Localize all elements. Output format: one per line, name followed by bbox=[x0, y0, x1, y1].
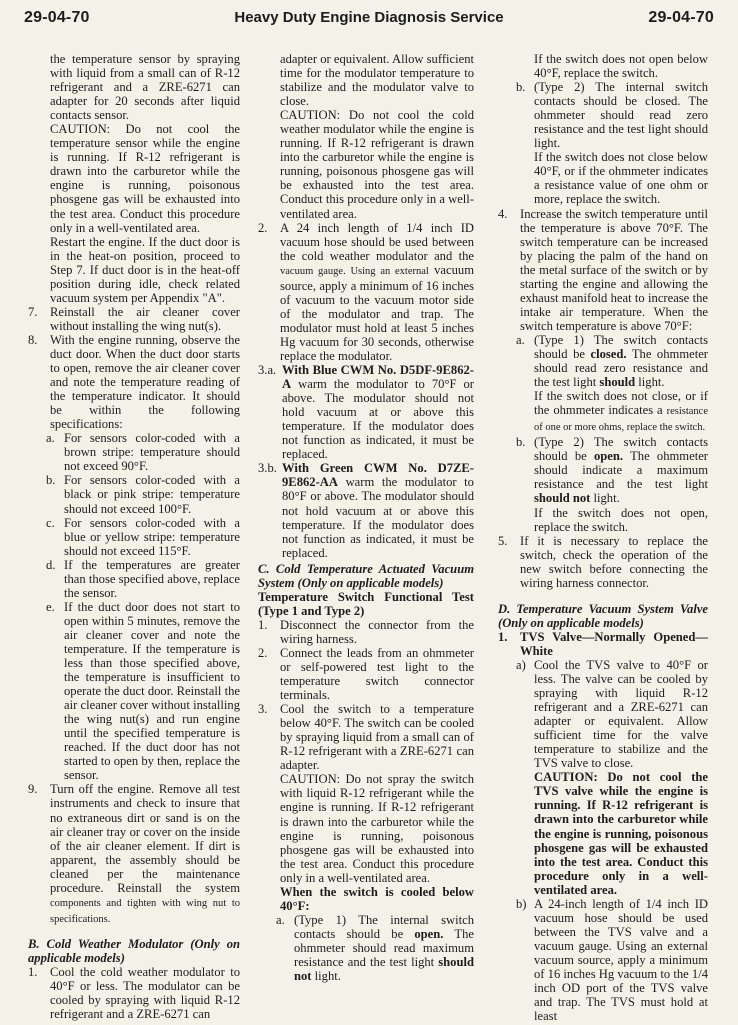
step-text-small: components and tighten with wing nut to specifications. bbox=[50, 897, 240, 925]
emphasis: open. bbox=[594, 449, 624, 464]
substep-label: b) bbox=[516, 896, 527, 911]
step-text: Increase the switch temperature until the temperature is above 70°F. The switch temperature can be increased by placing the palm of the hand on the metal surface of the switch or by starting the engine and allowing the exhaust manifold heat to increase the intake air temperature. When the switch temperature is above 70°F: bbox=[520, 206, 708, 333]
substep-label: a. bbox=[46, 431, 55, 446]
substep-label: a. bbox=[516, 332, 525, 347]
step-7 bbox=[28, 305, 240, 333]
substep-text: (Type 1) The switch contacts should be bbox=[534, 332, 708, 361]
step-c1 bbox=[258, 618, 474, 646]
paragraph: the temperature sensor by spraying with liquid from a small can of R-12 refrigerant and a ZRE-6271 can adapter for 20 seconds after liquid contacts sensor. bbox=[50, 52, 240, 123]
section-heading-c: C. Cold Temperature Actuated Vacuum System (Only on applicable models) bbox=[258, 561, 474, 590]
substep-a bbox=[498, 333, 708, 389]
step-text: warm the modulator to 70°F or above. The modulator should not hold vacuum at or above this temperature. If the modulator does not function as indicated, it must be replaced. bbox=[282, 377, 474, 462]
step-label: 9. bbox=[28, 782, 38, 797]
step-9 bbox=[28, 782, 240, 926]
substep-text: light. bbox=[311, 969, 341, 984]
step-label: 2. bbox=[258, 645, 268, 660]
paragraph: If the switch does not open, replace the switch. bbox=[534, 505, 708, 534]
substep-b bbox=[498, 435, 708, 505]
step-3a bbox=[258, 363, 474, 461]
paragraph: If the switch does not close below 40°F, or if the ohmmeter indicates a resistance value of one ohm or more, replace the switch. bbox=[534, 150, 708, 207]
substep-text: The ohmmeter should indicate a maximum resistance and the test light bbox=[534, 449, 708, 492]
substep-label: b. bbox=[516, 435, 526, 450]
substep-label: b. bbox=[516, 80, 526, 95]
substep-b bbox=[498, 897, 708, 1023]
substep-text: Cool the TVS valve to 40°F or less. The valve can be cooled by spraying with liquid R-12 refrigerant and a ZRE-6271 can adapter or equivalent. Allow sufficient time for the valve temperature to stabilize and the TVS valve to close. bbox=[534, 657, 708, 771]
step-text: TVS Valve—Normally Opened—White bbox=[520, 629, 708, 658]
step-c2 bbox=[258, 646, 474, 702]
substep-e bbox=[28, 600, 240, 783]
substep-a bbox=[28, 431, 240, 473]
substep-a bbox=[258, 913, 474, 983]
step-label: 1. bbox=[258, 617, 268, 632]
step-text: A 24 inch length of 1/4 inch ID vacuum hose should be used between the cold weather modulator and the bbox=[280, 220, 474, 263]
substep-text: If the duct door does not start to open within 5 minutes, remove the air cleaner cover and note the temperature. If the temperature is less than those specified above, the temperature is insufficient to operate the duct door. Reinstall the air cleaner cover without installing the wing nut(s) and run engine until the specified temperature is reached. If the duct door has not started to open by then, replace the sensor. bbox=[64, 599, 240, 783]
paragraph: If the switch does not open below 40°F, replace the switch. bbox=[534, 52, 708, 81]
caution-paragraph: CAUTION: Do not cool the TVS valve while the engine is running. If R-12 refrigerant is drawn into the carburetor while the engine is running, poisonous phosgene gas will be exhausted into the test area. Conduct this procedure only in a well-ventilated area. bbox=[534, 770, 708, 897]
emphasis: open. bbox=[414, 926, 444, 941]
condition-heading: When the switch is cooled below 40°F: bbox=[280, 884, 474, 913]
substep-d bbox=[28, 558, 240, 600]
substep-label: c. bbox=[46, 515, 55, 530]
step-text: Reinstall the air cleaner cover without installing the wing nut(s). bbox=[50, 304, 240, 333]
substep-text: The ohmmeter should read maximum resistance and the test light bbox=[294, 926, 474, 969]
step-text: With the engine running, observe the duct door. When the duct door starts to open, remove the air cleaner cover and note the temperature reading of the temperature indicator. It should be within the following specifications: bbox=[50, 332, 240, 432]
step-label: 3.b. bbox=[258, 461, 277, 476]
step-d1 bbox=[498, 630, 708, 658]
step-text: warm the modulator to 80°F or above. The modulator should not hold vacuum at or above this temperature. If the modulator does not function as indicated, it must be replaced. bbox=[282, 475, 474, 560]
step-text: Cool the cold weather modulator to 40°F or less. The modulator can be cooled by spraying with liquid R-12 refrigerant and a ZRE-6271 can bbox=[50, 965, 240, 1022]
step-text: Disconnect the connector from the wiring harness. bbox=[280, 617, 474, 646]
section-heading-d: D. Temperature Vacuum System Valve (Only on applicable models) bbox=[498, 601, 708, 630]
substep-b bbox=[498, 80, 708, 150]
paragraph: adapter or equivalent. Allow sufficient time for the modulator temperature to stabilize and the modulator valve to close. bbox=[280, 52, 474, 109]
substep-label: d. bbox=[46, 557, 56, 572]
step-2 bbox=[258, 221, 474, 363]
step-5 bbox=[498, 534, 708, 590]
step-text: Connect the leads from an ohmmeter or self-powered test light to the temperature switch connector terminals. bbox=[280, 645, 474, 703]
substep-text: For sensors color-coded with a brown stripe: temperature should not exceed 90°F. bbox=[64, 431, 240, 474]
substep-a bbox=[498, 658, 708, 770]
paragraph: Restart the engine. If the duct door is in the heat-on position, proceed to Step 7. If duct door is in the heat-off position during idle, check related vacuum system per Appendix "A". bbox=[50, 234, 240, 305]
substep-text: If the temperatures are greater than those specified above, replace the sensor. bbox=[64, 557, 240, 600]
emphasis: closed. bbox=[590, 346, 627, 361]
sub-heading: Temperature Switch Functional Test (Type 1 and Type 2) bbox=[258, 589, 474, 618]
paragraph-text: If the switch does not close, or if the ohmmeter indicates a bbox=[534, 389, 708, 418]
emphasis: should not bbox=[294, 955, 474, 984]
step-label: 2. bbox=[258, 220, 268, 235]
step-label: 1. bbox=[498, 629, 508, 644]
page-header bbox=[0, 0, 738, 36]
step-text: If it is necessary to replace the switch, check the operation of the new switch before connecting the wiring harness connector. bbox=[520, 533, 708, 590]
step-label: 4. bbox=[498, 206, 508, 221]
column-2 bbox=[258, 52, 474, 983]
cwm-blue-label: With Blue CWM No. D5DF-9E862-A bbox=[282, 363, 474, 392]
step-c3 bbox=[258, 702, 474, 772]
caution-paragraph: CAUTION: Do not cool the cold weather modulator while the engine is running. If R-12 refrigerant is drawn into the carburetor while the engine is running, poisonous phosgene gas will be exhausted into the test area. Conduct this procedure only in a well-ventilated area. bbox=[280, 108, 474, 221]
caution-paragraph: CAUTION: Do not spray the switch with liquid R-12 refrigerant while the engine is running. If R-12 refrigerant is drawn into the carburetor while the engine is running, poisonous phosgene gas will be exhausted into the test area. Conduct this procedure only in a well-ventilated area. bbox=[280, 772, 474, 885]
paragraph-text-small: resistance of one or more ohms, replace the switch. bbox=[534, 406, 708, 434]
page-title: Heavy Duty Engine Diagnosis Service bbox=[234, 9, 504, 26]
step-text-small: vacuum gauge. Using an external bbox=[280, 265, 429, 277]
substep-text: The ohmmeter should read zero resistance and the test light bbox=[534, 346, 708, 390]
section-heading-b: B. Cold Weather Modulator (Only on applicable models) bbox=[28, 936, 240, 965]
caution-paragraph: CAUTION: Do not cool the temperature sensor while the engine is running. If R-12 refrigerant is drawn into the carburetor while the engine is running, poisonous phosgene gas will be exhausted into the test area. Conduct this procedure only in a well-ventilated area. bbox=[50, 122, 240, 235]
step-3b bbox=[258, 461, 474, 559]
step-label: 7. bbox=[28, 304, 38, 319]
step-4 bbox=[498, 207, 708, 333]
cwm-green-label: With Green CWM No. D7ZE-9E862-AA bbox=[282, 461, 474, 490]
substep-c bbox=[28, 516, 240, 558]
substep-text: (Type 2) The switch contacts should be bbox=[534, 435, 708, 464]
column-3 bbox=[498, 52, 708, 1023]
substep-text: (Type 2) The internal switch contacts should be closed. The ohmmeter should read zero resistance and the test light should light. bbox=[534, 80, 708, 151]
substep-text: A 24-inch length of 1/4 inch ID vacuum hose should be used between the TVS valve and a vacuum gauge. Using an external vacuum source, apply a minimum of 16 inches Hg vacuum to the 1/4 inch OD port of the TVS valve and trap. The TVS must hold at least bbox=[534, 896, 708, 1024]
substep-text: light. bbox=[635, 375, 665, 390]
emphasis: should bbox=[599, 375, 636, 390]
substep-text: For sensors color-coded with a black or pink stripe: temperature should not exceed 100°F. bbox=[64, 473, 240, 516]
substep-text: light. bbox=[590, 491, 620, 506]
page-number-left: 29-04-70 bbox=[24, 9, 90, 26]
substep-text: (Type 1) The internal switch contacts should be bbox=[294, 912, 474, 941]
step-b1 bbox=[28, 965, 240, 1021]
emphasis: should not bbox=[534, 491, 591, 506]
step-text: Turn off the engine. Remove all test instruments and check to insure that no extraneous dirt or sand is on the air cleaner tray or cover on the inside of the air cleaner element. If dirt is apparent, the assembly should be cleaned per the maintenance procedure. Reinstall the system bbox=[50, 782, 240, 895]
step-label: 1. bbox=[28, 965, 38, 979]
step-text: Cool the switch to a temperature below 40°F. The switch can be cooled by spraying liquid from a small can of R-12 refrigerant with a ZRE-6271 can adapter. bbox=[280, 702, 474, 773]
substep-label: b. bbox=[46, 473, 56, 488]
step-label: 8. bbox=[28, 332, 38, 347]
step-label: 3. bbox=[258, 702, 268, 717]
substep-text: For sensors color-coded with a blue or yellow stripe: temperature should not exceed 115°F. bbox=[64, 515, 240, 558]
substep-label: e. bbox=[46, 599, 55, 614]
step-text: vacuum source, apply a minimum of 16 inches of vacuum to the vacuum motor side of the modulator and trap. The modulator must hold at least 5 inches Hg vacuum for 30 seconds, otherwise replace the modulator. bbox=[280, 262, 474, 363]
substep-label: a. bbox=[276, 912, 285, 927]
step-label: 3.a. bbox=[258, 363, 277, 378]
page-number-right: 29-04-70 bbox=[648, 9, 714, 26]
column-1 bbox=[28, 52, 240, 1021]
step-label: 5. bbox=[498, 533, 508, 548]
substep-b bbox=[28, 473, 240, 515]
substep-label: a) bbox=[516, 657, 526, 672]
step-8 bbox=[28, 333, 240, 431]
paragraph bbox=[498, 389, 708, 435]
